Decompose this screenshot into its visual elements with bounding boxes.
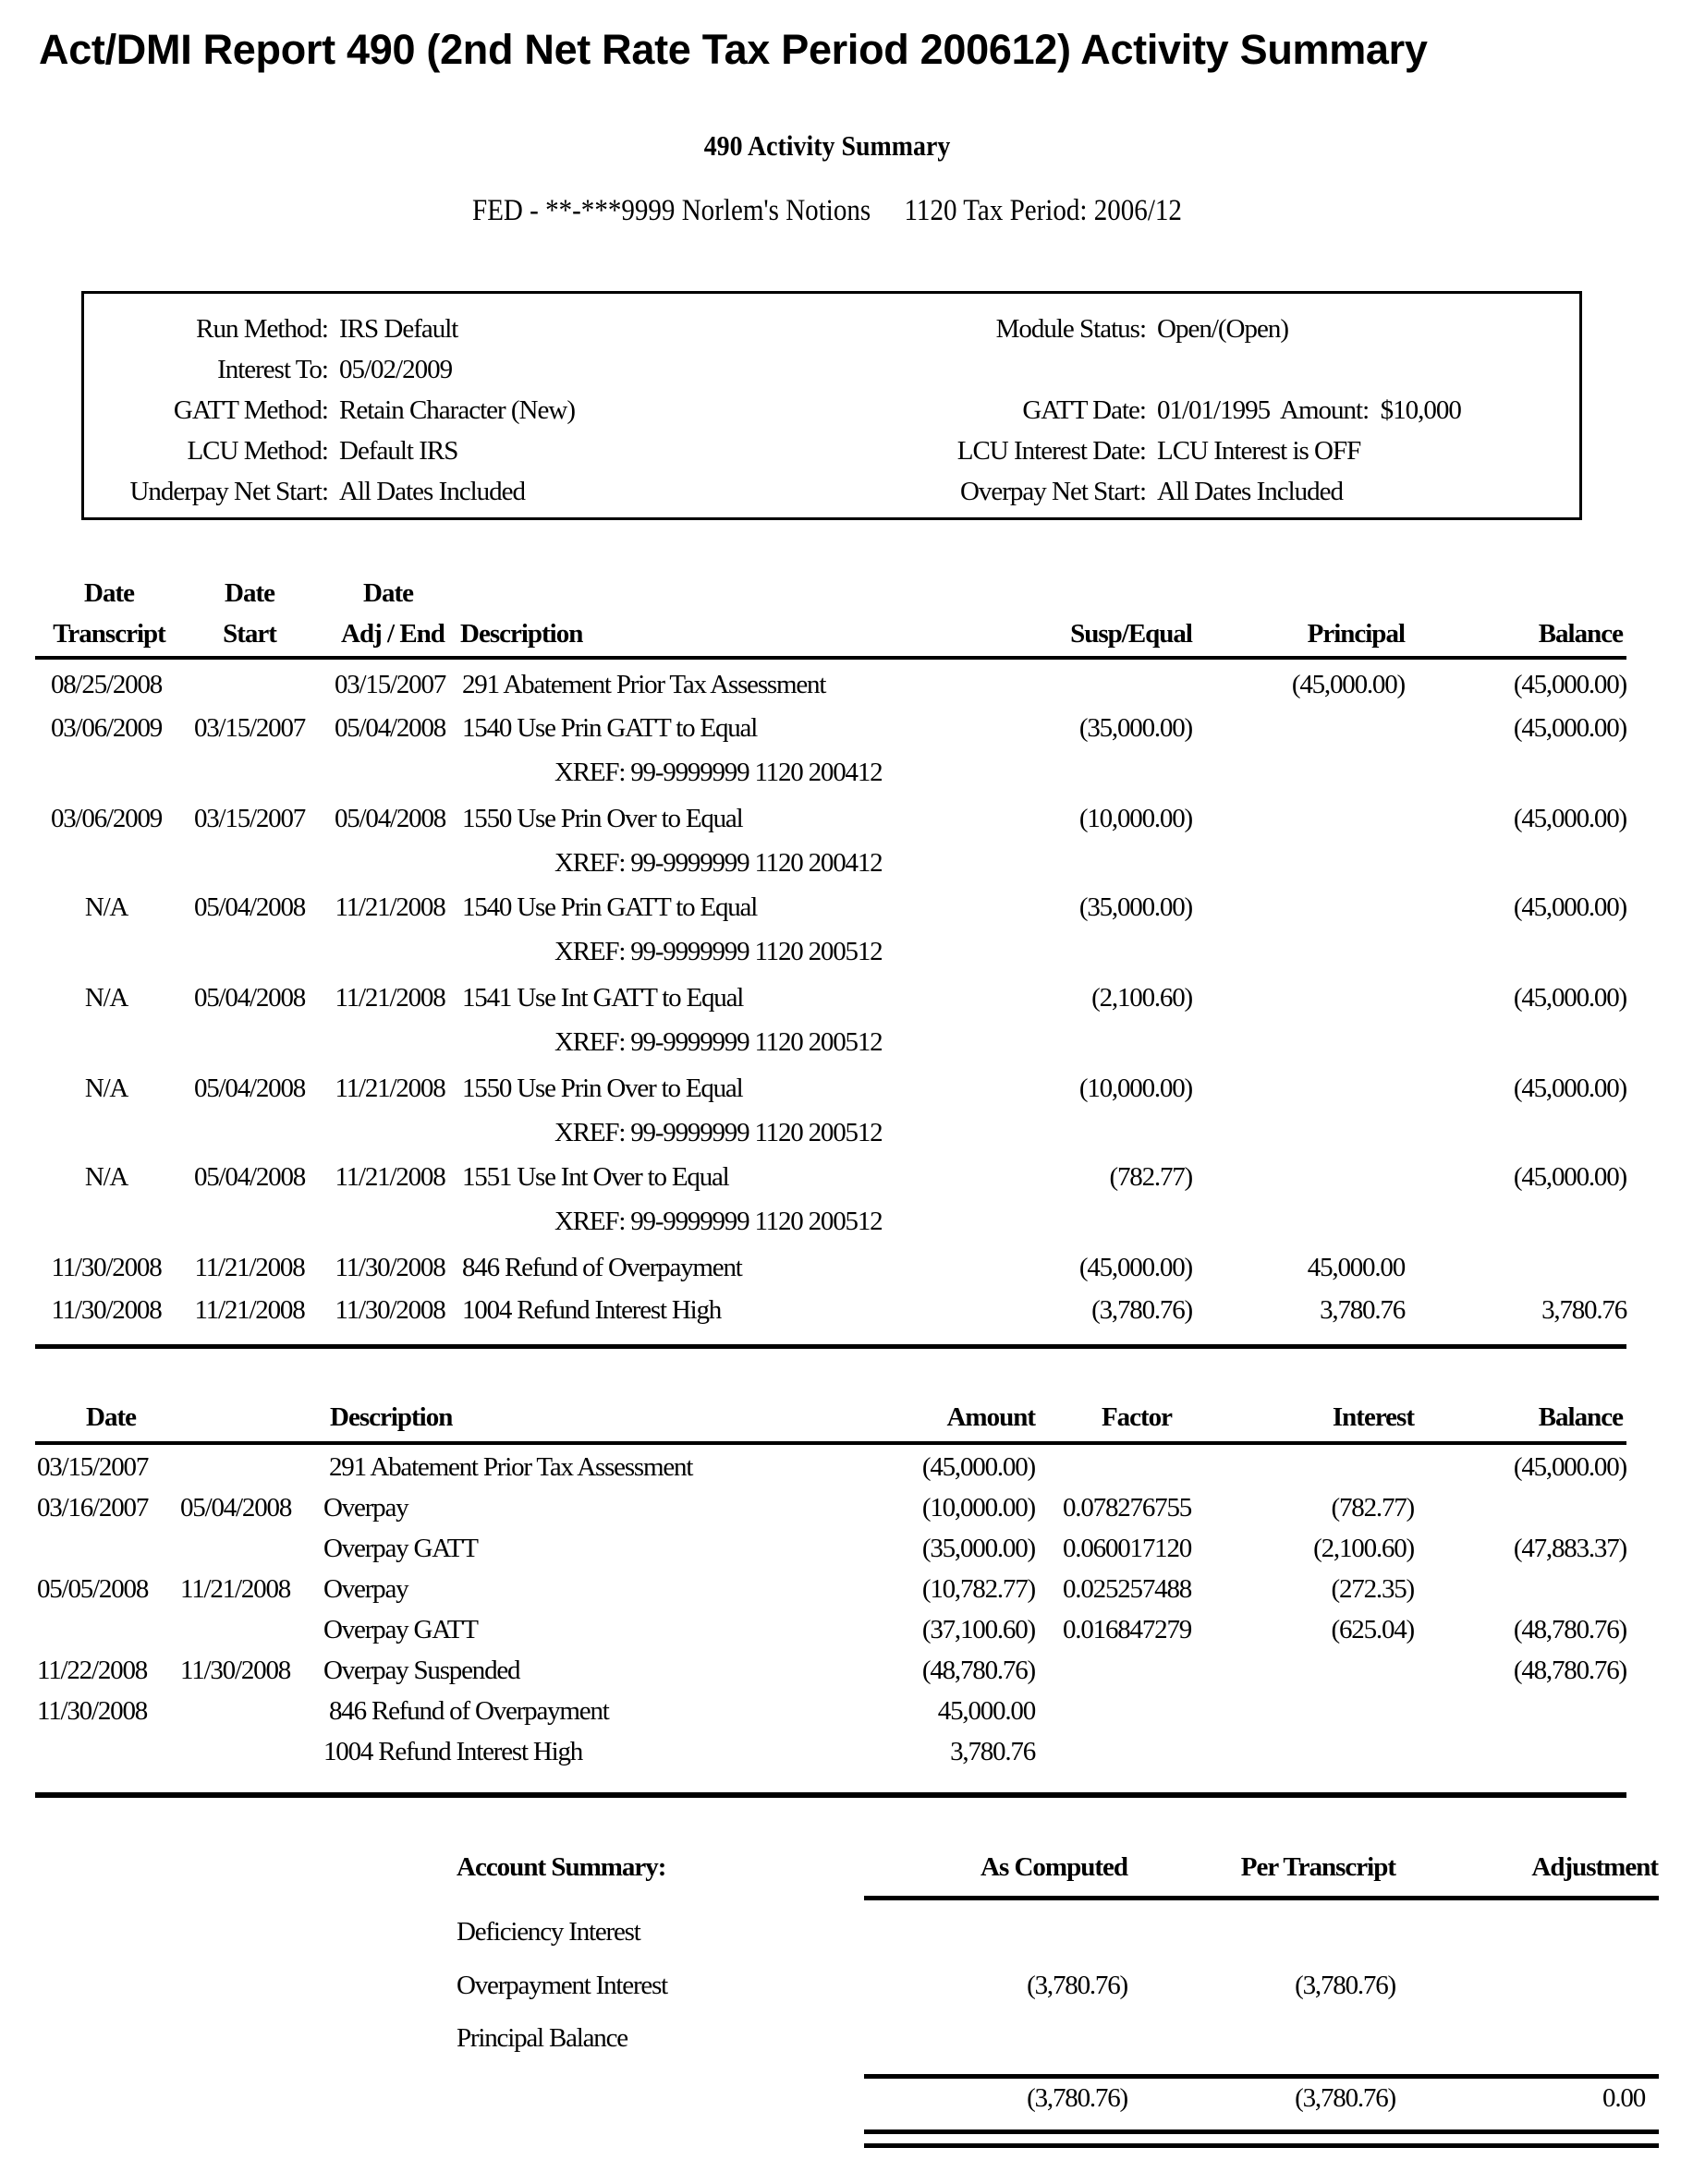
col-header-principal: Principal: [1307, 619, 1405, 649]
report-subtitle: 490 Activity Summary: [703, 129, 951, 162]
cell-susp-equal: (35,000.00): [1078, 892, 1192, 922]
cell-date-adj-end: 11/21/2008: [335, 1074, 445, 1103]
cell-date-transcript: 03/06/2009: [50, 713, 163, 743]
col-header-date: Date: [86, 1402, 136, 1432]
cell-description: Overpay: [323, 1493, 408, 1523]
cell-date-adj-end: 11/21/2008: [335, 983, 445, 1013]
info-label: Interest To:: [217, 355, 328, 384]
col-header-date-start: Start: [223, 619, 276, 649]
cell-date-transcript: N/A: [84, 1074, 128, 1103]
section-divider: [35, 1344, 1626, 1349]
double-rule-bottom: [864, 2143, 1659, 2148]
cell-balance: (45,000.00): [1513, 713, 1626, 743]
header-rule: [864, 1896, 1659, 1900]
cell-amount: (35,000.00): [921, 1534, 1035, 1563]
cell-amount: 3,780.76: [950, 1737, 1035, 1766]
cell-xref: XREF: 99-9999999 1120 200412: [554, 758, 883, 787]
cell-date-to: 11/21/2008: [180, 1574, 291, 1604]
info-label: GATT Date:: [1022, 395, 1146, 425]
summary-total-per-transcript: (3,780.76): [1295, 2083, 1395, 2113]
info-label: Overpay Net Start:: [959, 477, 1146, 506]
info-gatt-date: [915, 395, 1461, 426]
info-label: LCU Method:: [187, 436, 328, 466]
cell-susp-equal: (10,000.00): [1078, 1074, 1192, 1103]
info-lcu-method: [92, 436, 457, 467]
cell-balance: 3,780.76: [1541, 1295, 1626, 1325]
summary-overpayment-per-transcript: (3,780.76): [1295, 1971, 1395, 2000]
cell-description: 1541 Use Int GATT to Equal: [462, 983, 744, 1013]
cell-xref: XREF: 99-9999999 1120 200512: [554, 1027, 883, 1057]
col-header-balance: Balance: [1538, 619, 1623, 649]
cell-amount: (10,000.00): [921, 1493, 1035, 1523]
cell-date-from: 03/16/2007: [37, 1493, 149, 1523]
cell-description: 846 Refund of Overpayment: [462, 1253, 742, 1282]
cell-susp-equal: (2,100.60): [1091, 983, 1192, 1013]
summary-total-as-computed: (3,780.76): [1027, 2083, 1127, 2113]
cell-susp-equal: (10,000.00): [1078, 804, 1192, 833]
header-rule: [35, 1441, 1626, 1445]
info-label: Run Method:: [196, 314, 328, 344]
info-value: All Dates Included: [1157, 477, 1344, 506]
cell-amount: 45,000.00: [937, 1696, 1035, 1726]
cell-date-transcript: N/A: [84, 983, 128, 1013]
double-rule-top: [864, 2129, 1659, 2134]
cell-date-start: 03/15/2007: [193, 804, 306, 833]
cell-date-transcript: 11/30/2008: [51, 1295, 162, 1325]
cell-description: 1004 Refund Interest High: [323, 1737, 583, 1766]
col-header-factor: Factor: [1101, 1402, 1173, 1432]
cell-amount: (37,100.60): [921, 1615, 1035, 1644]
info-gatt-method: [92, 395, 575, 426]
cell-description: 291 Abatement Prior Tax Assessment: [462, 670, 826, 699]
col-header-date-adj-top: Date: [363, 578, 413, 608]
cell-amount: (45,000.00): [921, 1452, 1035, 1482]
cell-date-adj-end: 11/21/2008: [335, 1162, 445, 1192]
cell-date-to: 11/30/2008: [180, 1656, 291, 1685]
cell-balance: (48,780.76): [1513, 1615, 1626, 1644]
summary-total-adjustment: 0.00: [1602, 2083, 1645, 2113]
cell-date-start: 05/04/2008: [193, 1074, 306, 1103]
cell-description: 1540 Use Prin GATT to Equal: [462, 892, 758, 922]
info-value: All Dates Included: [339, 477, 526, 506]
cell-interest: (2,100.60): [1313, 1534, 1414, 1563]
cell-xref: XREF: 99-9999999 1120 200412: [554, 848, 883, 878]
cell-date-transcript: N/A: [84, 892, 128, 922]
info-value: 05/02/2009: [339, 355, 453, 384]
cell-balance: (45,000.00): [1513, 1452, 1626, 1482]
cell-susp-equal: (3,780.76): [1091, 1295, 1192, 1325]
account-summary-title: Account Summary:: [457, 1852, 666, 1882]
cell-date-adj-end: 03/15/2007: [334, 670, 446, 699]
cell-description: 291 Abatement Prior Tax Assessment: [329, 1452, 693, 1482]
info-label: GATT Method:: [173, 395, 328, 425]
cell-date-adj-end: 05/04/2008: [334, 713, 446, 743]
info-overpay-net-start: [915, 477, 1343, 507]
cell-description: 1551 Use Int Over to Equal: [462, 1162, 729, 1192]
cell-xref: XREF: 99-9999999 1120 200512: [554, 1118, 883, 1147]
cell-date-adj-end: 05/04/2008: [334, 804, 446, 833]
cell-date-transcript: 08/25/2008: [50, 670, 163, 699]
cell-interest: (272.35): [1331, 1574, 1414, 1604]
info-lcu-interest-date: [915, 436, 1360, 467]
cell-xref: XREF: 99-9999999 1120 200512: [554, 1207, 883, 1236]
cell-factor: 0.060017120: [1063, 1534, 1192, 1563]
col-header-date-transcript-top: Date: [84, 578, 134, 608]
info-value: LCU Interest is OFF: [1157, 436, 1361, 466]
cell-date-transcript: N/A: [84, 1162, 128, 1192]
cell-date-start: 05/04/2008: [193, 983, 306, 1013]
info-module-status: [915, 314, 1288, 345]
summary-label-overpayment-interest: Overpayment Interest: [457, 1971, 668, 2000]
cell-susp-equal: (782.77): [1109, 1162, 1192, 1192]
cell-date-transcript: 11/30/2008: [51, 1253, 162, 1282]
cell-description: Overpay GATT: [323, 1534, 478, 1563]
cell-factor: 0.016847279: [1063, 1615, 1192, 1644]
total-rule: [864, 2074, 1659, 2079]
col-header-as-computed: As Computed: [980, 1852, 1127, 1882]
cell-interest: (782.77): [1331, 1493, 1414, 1523]
col-header-interest: Interest: [1332, 1402, 1414, 1432]
col-header-per-transcript: Per Transcript: [1240, 1852, 1395, 1882]
section-divider: [35, 1792, 1626, 1798]
info-label: LCU Interest Date:: [956, 436, 1146, 466]
cell-date-from: 03/15/2007: [37, 1452, 149, 1482]
cell-date-transcript: 03/06/2009: [50, 804, 163, 833]
info-label: Underpay Net Start:: [129, 477, 328, 506]
cell-date-start: 11/21/2008: [194, 1295, 305, 1325]
taxpayer-line: FED - **-***9999 Norlem's Notions 1120 Tax Period: 2006/12: [472, 194, 1182, 227]
cell-amount: (10,782.77): [921, 1574, 1035, 1604]
cell-balance: (45,000.00): [1513, 670, 1626, 699]
cell-date-start: 03/15/2007: [193, 713, 306, 743]
cell-susp-equal: (35,000.00): [1078, 713, 1192, 743]
summary-overpayment-as-computed: (3,780.76): [1027, 1971, 1127, 2000]
cell-xref: XREF: 99-9999999 1120 200512: [554, 937, 883, 966]
cell-principal: 3,780.76: [1320, 1295, 1405, 1325]
cell-date-adj-end: 11/30/2008: [335, 1295, 445, 1325]
cell-description: Overpay GATT: [323, 1615, 478, 1644]
cell-date-adj-end: 11/21/2008: [335, 892, 445, 922]
summary-label-principal-balance: Principal Balance: [457, 2023, 627, 2053]
cell-date-start: 11/21/2008: [194, 1253, 305, 1282]
page-title: Act/DMI Report 490 (2nd Net Rate Tax Period 200612) Activity Summary: [39, 26, 1428, 73]
cell-principal: (45,000.00): [1291, 670, 1405, 699]
cell-susp-equal: (45,000.00): [1078, 1253, 1192, 1282]
cell-description: Overpay: [323, 1574, 408, 1604]
cell-description: Overpay Suspended: [323, 1656, 520, 1685]
cell-date-from: 05/05/2008: [37, 1574, 149, 1604]
info-underpay-net-start: [92, 477, 525, 507]
cell-balance: (45,000.00): [1513, 892, 1626, 922]
cell-date-to: 05/04/2008: [180, 1493, 292, 1523]
cell-description: 1550 Use Prin Over to Equal: [462, 1074, 743, 1103]
cell-factor: 0.025257488: [1063, 1574, 1192, 1604]
cell-balance: (45,000.00): [1513, 983, 1626, 1013]
cell-date-from: 11/30/2008: [37, 1696, 148, 1726]
cell-description: 1004 Refund Interest High: [462, 1295, 722, 1325]
cell-description: 1550 Use Prin Over to Equal: [462, 804, 743, 833]
info-value: Retain Character (New): [339, 395, 575, 425]
cell-description: 1540 Use Prin GATT to Equal: [462, 713, 758, 743]
col-header-description: Description: [460, 619, 583, 649]
col-header-susp-equal: Susp/Equal: [1070, 619, 1192, 649]
cell-balance: (45,000.00): [1513, 1162, 1626, 1192]
cell-balance: (47,883.37): [1513, 1534, 1626, 1563]
cell-principal: 45,000.00: [1307, 1253, 1405, 1282]
cell-factor: 0.078276755: [1063, 1493, 1192, 1523]
col-header-balance: Balance: [1538, 1402, 1623, 1432]
cell-balance: (45,000.00): [1513, 804, 1626, 833]
cell-date-start: 05/04/2008: [193, 892, 306, 922]
col-header-date-start-top: Date: [225, 578, 274, 608]
col-header-date-adj-end: Adj / End: [341, 619, 445, 649]
cell-date-from: 11/22/2008: [37, 1656, 148, 1685]
info-value: Open/(Open): [1157, 314, 1289, 344]
info-label: Module Status:: [995, 314, 1146, 344]
cell-date-adj-end: 11/30/2008: [335, 1253, 445, 1282]
info-value: 01/01/1995 Amount: $10,000: [1157, 395, 1461, 425]
cell-date-start: 05/04/2008: [193, 1162, 306, 1192]
col-header-date-transcript: Transcript: [53, 619, 165, 649]
header-rule: [35, 656, 1626, 660]
cell-balance: (48,780.76): [1513, 1656, 1626, 1685]
col-header-adjustment: Adjustment: [1531, 1852, 1658, 1882]
summary-label-deficiency-interest: Deficiency Interest: [457, 1917, 640, 1947]
cell-amount: (48,780.76): [921, 1656, 1035, 1685]
cell-description: 846 Refund of Overpayment: [329, 1696, 609, 1726]
info-value: Default IRS: [339, 436, 458, 466]
cell-balance: (45,000.00): [1513, 1074, 1626, 1103]
info-run-method: [92, 314, 457, 345]
info-value: IRS Default: [339, 314, 458, 344]
col-header-description: Description: [330, 1402, 453, 1432]
info-interest-to: [92, 355, 452, 385]
col-header-amount: Amount: [946, 1402, 1035, 1432]
cell-interest: (625.04): [1331, 1615, 1414, 1644]
